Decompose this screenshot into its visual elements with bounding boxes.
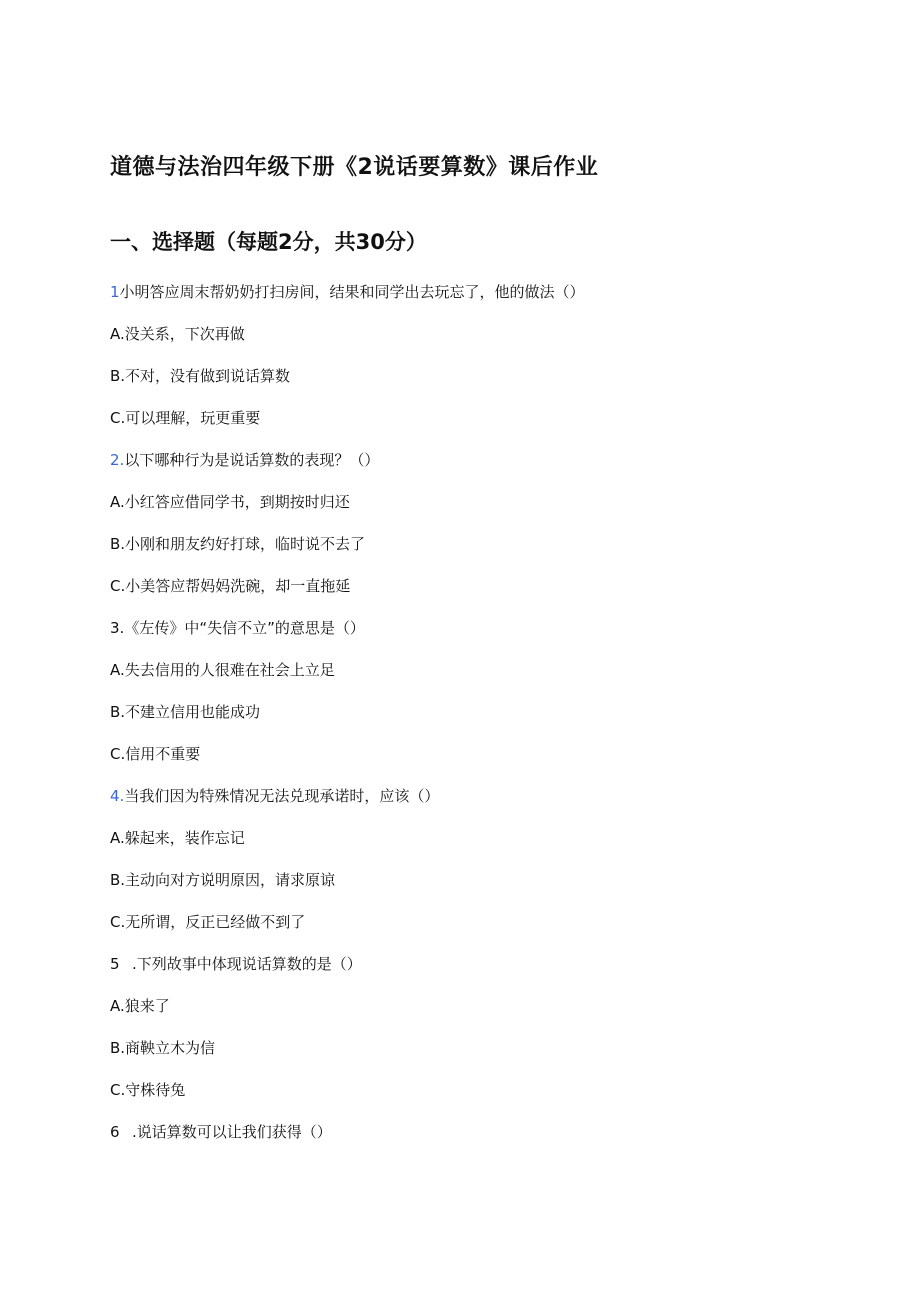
option-1a: A.没关系，下次再做: [110, 325, 245, 343]
question-5: [110, 954, 362, 974]
question-text: 小明答应周末帮奶奶打扫房间，结果和同学出去玩忘了，他的做法（）: [119, 283, 585, 301]
option-5c: C.守株待兔: [110, 1081, 186, 1099]
option-3a: A.失去信用的人很难在社会上立足: [110, 661, 335, 679]
question-text: 以下哪种行为是说话算数的表现？（）: [124, 451, 380, 469]
question-number: 3.: [110, 619, 125, 637]
question-text: 当我们因为特殊情况无法兑现承诺时，应该（）: [124, 787, 440, 805]
option-2b: B.小刚和朋友约好打球，临时说不去了: [110, 535, 366, 553]
question-1: [110, 282, 585, 302]
question-text: 《左传》中“失信不立”的意思是（）: [124, 619, 365, 637]
question-text: .下列故事中体现说话算数的是（）: [132, 955, 362, 973]
option-4c: C.无所谓，反正已经做不到了: [110, 913, 306, 931]
question-text: .说话算数可以让我们获得（）: [132, 1123, 332, 1141]
question-6: [110, 1122, 332, 1142]
document-title: 道德与法治四年级下册《2说话要算数》课后作业: [110, 155, 599, 180]
question-number: 5: [110, 955, 120, 973]
option-5a: A.狼来了: [110, 997, 170, 1015]
question-2: [110, 450, 379, 470]
option-2a: A.小红答应借同学书，到期按时归还: [110, 493, 350, 511]
option-4b: B.主动向对方说明原因，请求原谅: [110, 871, 336, 889]
option-2c: C.小美答应帮妈妈洗碗，却一直拖延: [110, 577, 351, 595]
question-4: [110, 786, 439, 806]
option-3b: B.不建立信用也能成功: [110, 703, 261, 721]
option-1b: B.不对，没有做到说话算数: [110, 367, 291, 385]
option-5b: B.商鞅立木为信: [110, 1039, 216, 1057]
question-3: [110, 618, 365, 638]
question-number: 2.: [110, 451, 125, 469]
question-number: 4.: [110, 787, 125, 805]
option-3c: C.信用不重要: [110, 745, 201, 763]
option-4a: A.躲起来，装作忘记: [110, 829, 245, 847]
question-number: 1: [110, 283, 120, 301]
section-title: 一、选择题（每题2分，共30分）: [110, 230, 427, 254]
question-number: 6: [110, 1123, 120, 1141]
option-1c: C.可以理解，玩更重要: [110, 409, 261, 427]
